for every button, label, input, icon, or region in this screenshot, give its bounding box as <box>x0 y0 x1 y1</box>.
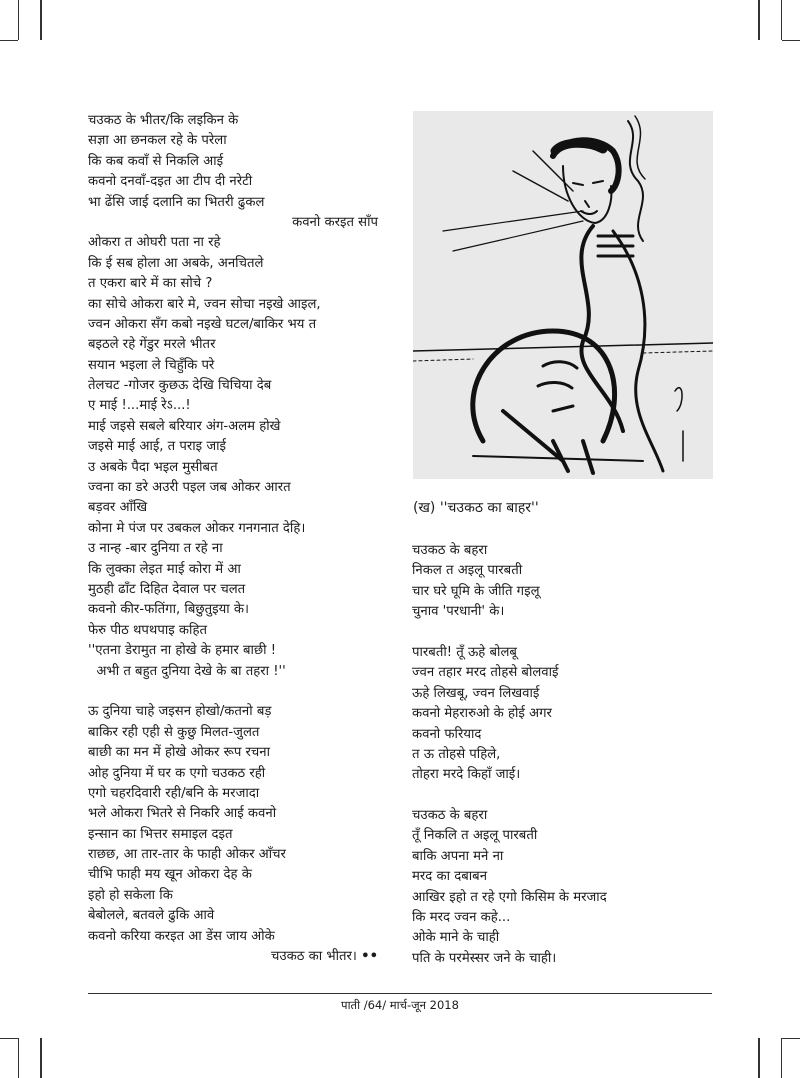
poem-left-line: का सोचे ओकरा बारे मे, ज्वन सोचा नइखे आइल, <box>88 296 321 312</box>
poem-left-column <box>88 111 378 967</box>
poem-left-line: ए माई !...माई रेऽ...! <box>88 398 191 414</box>
poem-right-line: चउकठ के बहरा <box>412 543 488 558</box>
poem-left-line: ज्वना का डरे अउरी पइल जब ओकर आरत <box>88 480 291 496</box>
poem-left-line: कि कब कवाँ से निकलि आई <box>88 153 224 169</box>
crop-mark-bottom-left-v <box>40 1038 42 1078</box>
poem-left-line: सयान भइला ले चिहुँकि परे <box>88 357 215 373</box>
crop-mark-top-left-h <box>0 40 18 41</box>
crop-mark-top-right-h <box>782 40 800 41</box>
crop-mark-bottom-right-h <box>782 1038 800 1039</box>
poem-left-line: इहो हो सकेला कि <box>88 887 173 903</box>
poem-left-line: ''एतना डेरामुत ना होखे के हमार बाछी ! <box>88 643 277 659</box>
poem-left-line: फेरु पीठ थपथपाइ कहित <box>88 622 207 638</box>
poem-right-line: ज्वन तहार मरद तोहसे बोलवाई <box>412 665 559 681</box>
end-mark: •• <box>361 949 378 965</box>
poem-left-line: अभी त बहुत दुनिया देखे के बा तहरा !'' <box>88 663 286 679</box>
poem-left-line: चउकठ का भीतर। <box>271 949 357 965</box>
poem-right-line: बाकि अपना मने ना <box>412 848 504 864</box>
poem-right-line: कवनो फरियाद <box>412 726 482 742</box>
poem-left-line: बेबोलले, बतवले ढुकि आवे <box>88 908 215 924</box>
crop-mark-bottom-right-v <box>758 1038 760 1078</box>
poem-left-line: कवनो दनवाँ-दइत आ टीप दी नरेटी <box>88 174 253 190</box>
poem-right-line: तूँ निकलि त अइलू पारबती <box>412 828 538 844</box>
poem-left-line: मुठही ढाँट दिहित देवाल पर चलत <box>88 581 246 597</box>
footer-rule <box>88 993 712 994</box>
crop-mark-top-right-v <box>758 0 760 40</box>
page-footer: पाती /64/ मार्च-जून 2018 <box>341 998 459 1012</box>
poem-left-line: इन्सान का भित्तर समाइल दइत <box>88 826 233 842</box>
poem-left-line: कि लुक्का लेइत माई कोरा में आ <box>88 561 241 577</box>
poem-right-line: कि मरद ज्वन कहे... <box>412 910 511 926</box>
poem-left-line: बाकिर रही एही से कुछु मिलत-जुलत <box>88 724 260 740</box>
poem-left-line: ओह दुनिया में घर क एगो चउकठ रही <box>88 765 266 781</box>
poem-right-line: पति के परमेस्सर जने के चाही। <box>412 950 557 966</box>
poem-left-line <box>88 682 378 702</box>
poem-left-line: बड़वर आँखि <box>88 500 148 516</box>
poem-left-line: उ अबके पैदा भइल मुसीबत <box>88 459 218 475</box>
poem-right-line <box>412 786 712 806</box>
poem-right-line: ऊहे लिखबू, ज्वन लिखवाई <box>412 685 540 701</box>
crop-mark-bottom-right-v2 <box>781 1038 782 1078</box>
poem-right-line: निकल त अइलू पारबती <box>412 563 523 579</box>
poem-left-line: बाछी का मन में होखे ओकर रूप रचना <box>88 745 271 761</box>
poem-right-line: आखिर इहो त रहे एगो किसिम के मरजाद <box>412 889 607 905</box>
poem-left-line: कवनो कीर-फतिंगा, बिछुतुइया के। <box>88 602 249 618</box>
poem-left-line: कवनो करइत साँप <box>292 214 378 230</box>
poem-right-line: तोहरा मरदे किहाँ जाई। <box>412 767 521 783</box>
poem-right-line: मरद का दबाबन <box>412 869 488 885</box>
poem-left-line: सज्ञा आ छनकल रहे के परेला <box>88 133 227 149</box>
crop-mark-top-right-v2 <box>781 0 782 40</box>
poem-left-line: भा ढेंसि जाई दलानि का भितरी ढुकल <box>88 194 265 210</box>
poem-right-line: ओके माने के चाही <box>412 930 500 946</box>
poem-left-line: भले ओकरा भितरे से निकरि आई कवनो <box>88 806 277 822</box>
poem-left-line: चउकठ के भीतर/कि लइकिन के <box>88 113 239 128</box>
sketch-illustration <box>413 111 713 479</box>
poem-left-line: राछछ, आ तार-तार के फाही ओकर आँचर <box>88 847 286 863</box>
poem-left-line: ओकरा त ओघरी पता ना रहे <box>88 235 221 251</box>
poem-left-line: ज्वन ओकरा सँग कबो नइखे घटल/बाकिर भय त <box>88 316 317 332</box>
poem-right-line: कवनो मेहरारुओ के होई अगर <box>412 706 552 722</box>
poem-left-line: त एकरा बारे में का सोचे ? <box>88 276 213 292</box>
poem-left-line: ऊ दुनिया चाहे जइसन होखो/कतनो बड़ <box>88 704 272 720</box>
poem-right-line: त ऊ तोहसे पहिले, <box>412 746 501 762</box>
poem-left-line: कोना मे पंज पर उबकल ओकर गनगनात देहि। <box>88 520 306 536</box>
poem-left-line: बइठले रहे गेंडुर मरले भीतर <box>88 337 216 353</box>
poem-left-line: तेलचट -गोजर कुछऊ देखि चिचिया देब <box>88 378 272 394</box>
poem-left-line: कवनो करिया करइत आ डेंस जाय ओके <box>88 928 275 944</box>
poem-right-line: पारबती! तूँ ऊहे बोलबू <box>412 644 517 660</box>
crop-mark-bottom-left-v2 <box>18 1038 19 1078</box>
poem-right-line <box>412 623 712 643</box>
crop-mark-top-left-v2 <box>18 0 19 40</box>
poem-left-line: चीभि फाही मय खून ओकरा देह के <box>88 867 252 883</box>
illustration-caption: (ख) ''चउकठ का बाहर'' <box>413 500 539 516</box>
poem-left-line: जइसे माई आई, त पराइ जाई <box>88 439 227 455</box>
poem-left-line: एगो चहरदिवारी रही/बनि के मरजादा <box>88 785 260 801</box>
poem-left-line: उ नान्ह -बार दुनिया त रहे ना <box>88 541 223 557</box>
poem-right-line: चुनाव 'परधानी' के। <box>412 604 505 620</box>
poem-left-final-line <box>88 947 378 967</box>
poem-left-line: कि ई सब होला आ अबके, अनचितले <box>88 255 264 271</box>
crop-mark-top-left-v <box>40 0 42 40</box>
crop-mark-bottom-left-h <box>0 1038 18 1039</box>
poem-right-column <box>412 541 712 969</box>
poem-right-line: चउकठ के बहरा <box>412 808 488 824</box>
poem-left-line: माई जइसे सबले बरियार अंग-अलम होखे <box>88 418 281 434</box>
poem-right-line: चार घरे घूमि के जीति गइलू <box>412 583 540 599</box>
